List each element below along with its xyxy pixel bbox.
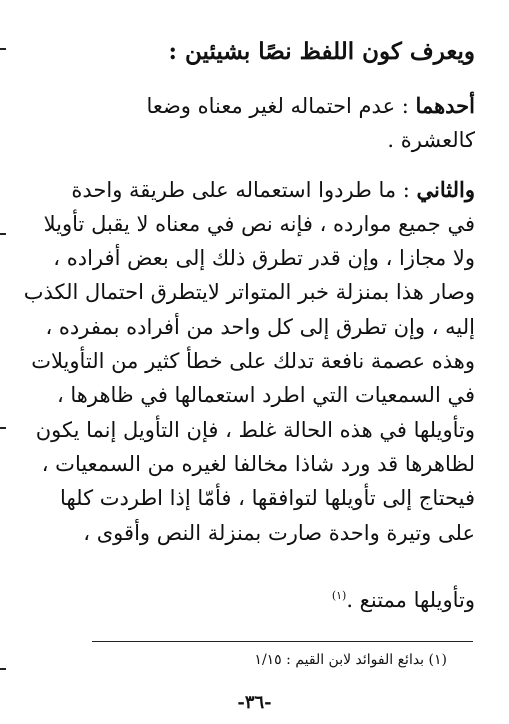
second-condition-line bbox=[30, 176, 475, 204]
last-line-text: وتأويلها ممتنع . bbox=[346, 588, 475, 612]
second-condition-label: والثاني bbox=[416, 177, 475, 202]
body-line: وتأويلها في هذه الحالة غلط ، فإن التأويل إنما يكون bbox=[35, 418, 475, 442]
second-condition-text: : ما طردوا استعماله على طريقة واحدة bbox=[71, 178, 417, 202]
margin-mark bbox=[0, 233, 6, 235]
body-line: لظاهرها قد ورد شاذا مخالفا لغيره من السمعيات ، bbox=[41, 452, 475, 476]
footnote-reference: (١) bbox=[331, 589, 347, 602]
body-line: في السمعيات التي اطرد استعمالها في ظاهرها ، bbox=[56, 383, 475, 407]
last-body-line bbox=[30, 586, 475, 618]
body-line: وصار هذا بمنزلة خبر المتواتر لايتطرق احتمال الكذب bbox=[23, 280, 475, 304]
body-line: في جميع موارده ، فإنه نص في معناه لا يقبل تأويلا bbox=[43, 212, 475, 236]
margin-mark bbox=[0, 48, 6, 50]
body-line: على وتيرة واحدة صارت بمنزلة النص وأقوى ، bbox=[83, 521, 475, 545]
margin-mark bbox=[0, 668, 6, 670]
section-heading: ويعرف كون اللفظ نصًا بشيئين : bbox=[168, 38, 475, 65]
body-line: ولا مجازا ، وإن قدر تطرق ذلك إلى بعض أفراده ، bbox=[53, 246, 475, 270]
first-condition-label: أحدهما bbox=[415, 93, 475, 118]
footnote-divider bbox=[92, 641, 473, 642]
first-condition-text: : عدم احتماله لغير معناه وضعا bbox=[146, 94, 416, 118]
page-number: -٣٦- bbox=[237, 692, 272, 713]
footnote-text: (١) بدائع الفوائد لابن القيم : ١/١٥ bbox=[254, 652, 447, 668]
first-condition-line bbox=[30, 92, 475, 120]
first-condition-continuation: كالعشرة . bbox=[387, 128, 475, 152]
margin-mark bbox=[0, 427, 6, 429]
body-line: إليه ، وإن تطرق إلى كل واحد من أفراده بمفرده ، bbox=[45, 315, 475, 339]
body-line: فيحتاج إلى تأويلها لتوافقها ، فأمّا إذا اطردت كلها bbox=[60, 486, 475, 510]
body-line: وهذه عصمة نافعة تدلك على خطأ كثير من التأويلات bbox=[31, 349, 475, 373]
